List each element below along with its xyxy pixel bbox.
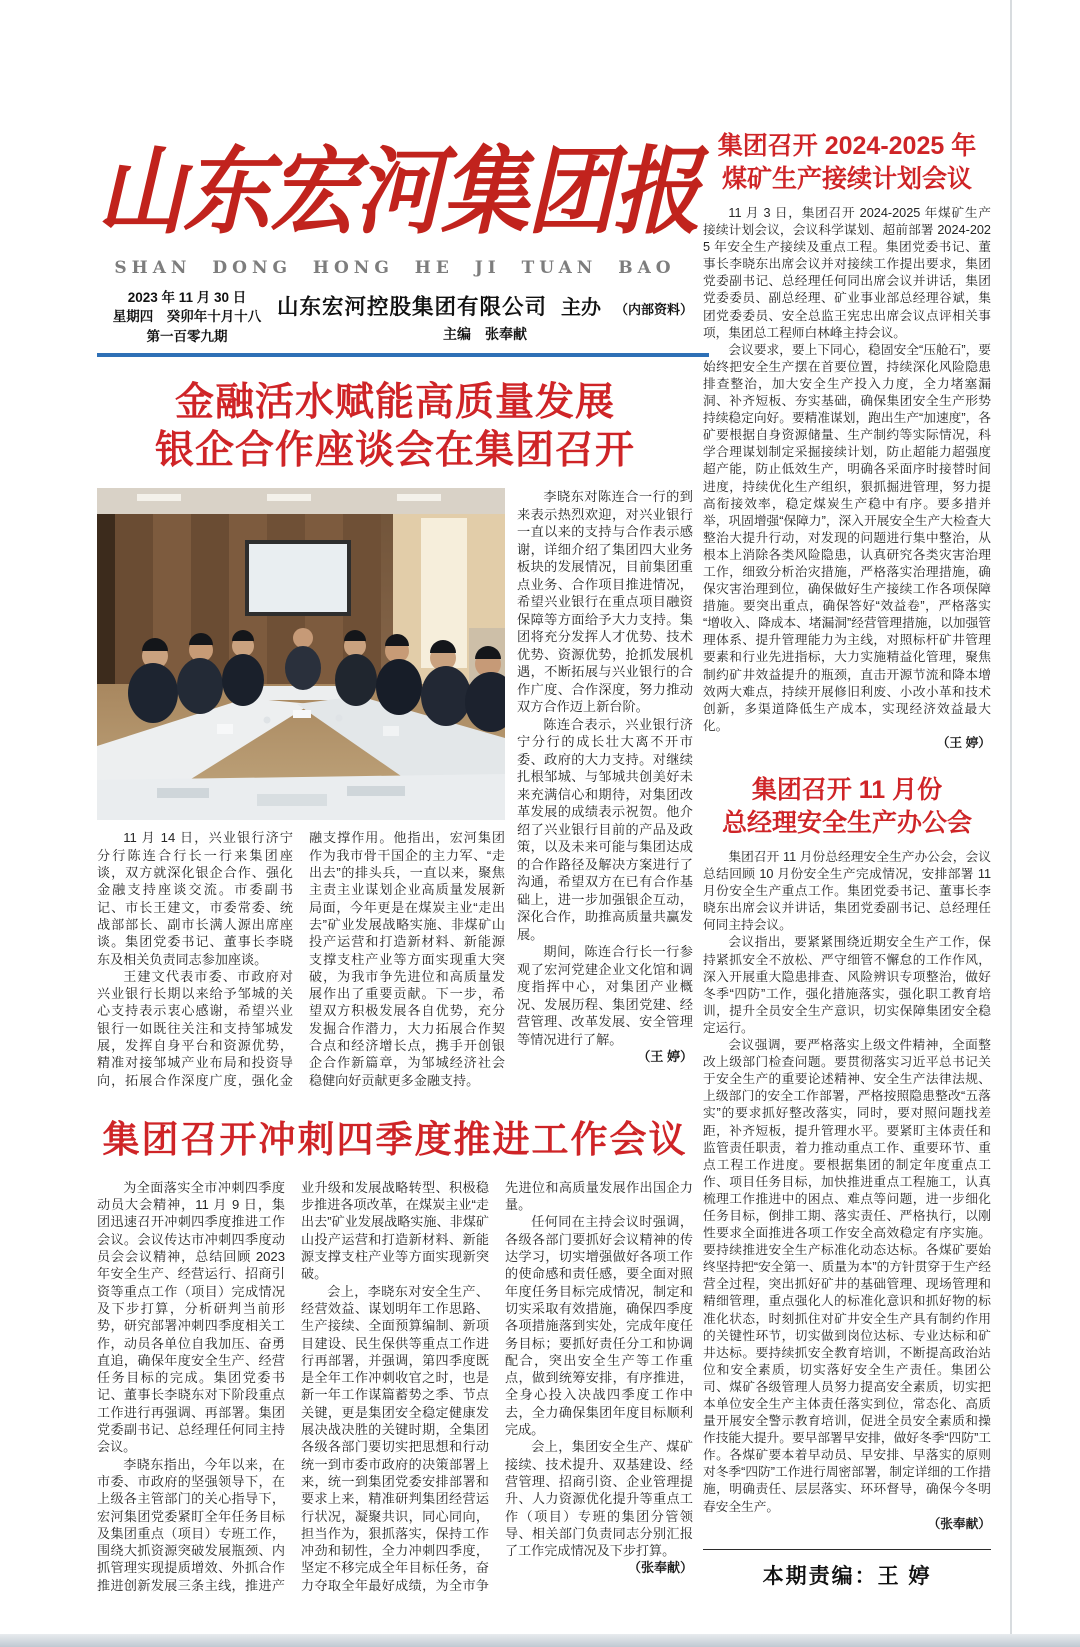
safety-headline-line1: 集团召开 11 月份	[751, 776, 943, 804]
sprint-article-headline: 集团召开冲刺四季度推进工作会议	[102, 1118, 688, 1160]
dateline-date: 2023 年 11 月 30 日	[127, 289, 247, 305]
safety-article-headline	[703, 774, 991, 839]
masthead-pinyin: SHAN DONG HONG HE JI TUAN BAO	[114, 257, 676, 278]
lead-headline-line1: 金融活水赋能高质量发展	[174, 381, 615, 425]
plan-article-byline: （王 婷）	[936, 735, 991, 750]
lead-side-paragraph-3: 期间，陈连合行长一行参观了宏河党建企业文化馆和调度指挥中心，对集团产业概况、发展历程、集团党建、经营管理、改革发展、安全管理等情况进行了解。	[517, 944, 693, 1047]
dateline-weekday-lunar: 星期四 癸卯年十月十八	[112, 309, 262, 325]
safety-article	[703, 774, 991, 1533]
issue-editor-footer: 本期责编：王 婷	[703, 1549, 991, 1590]
plan-headline-line1: 集团召开 2024-2025 年	[717, 132, 977, 160]
safety-headline-line2: 总经理安全生产办公会	[721, 808, 972, 837]
sprint-paragraph-3: 会上，李晓东对安全生产、经营效益、谋划明年工作思路、生产接续、全面预算编制、新项目建设、民生保供等重点工作进行再部署，并强调，第四季度既是全年工作冲刺收官之时，也是新一年工作谋篇蓄势之季、节点关键，更是集团安全稳定健康发展决战决胜的关键时期，全集团各级各部门要切实把思想和行动统一到市委市政府的决策部署上来，统一到集团党委安排部署和要求上来，精准研判集团经营运行状况，凝聚共识，同心同向，担当作为，狠抓落实，保持工作冲劲和韧性，全力冲刺四季度，坚定不移完成全年目标任务，奋力夺取全年最好成绩，为全市争先进位和高质量发展作出国企力量。	[301, 1179, 693, 1593]
masthead-title: 山东宏河集团报	[97, 134, 700, 248]
dateline-issue-number: 第一百零九期	[146, 328, 228, 344]
organizer-role: 主办	[560, 296, 601, 319]
lead-headline-line2: 银企合作座谈会在集团召开	[154, 428, 635, 472]
page-bottom-scan-edge	[0, 1634, 1080, 1647]
dateline-organizer-block	[277, 290, 693, 344]
organizer-name: 山东宏河控股集团有限公司	[276, 294, 547, 319]
meeting-photo-illustration	[97, 488, 505, 820]
plan-paragraph-1: 11 月 3 日，集团召开 2024-2025 年煤矿生产接续计划会议，会议科学谋划、超前部署 2024-2025 年安全生产接续及重点工程。集团党委书记、董事长李晓东出席会议并对接续工作提出要求，集团党委副书记、总经理任何同出席会议并讲话，集团党委委员、副总经理、矿业事业部总经理谷斌，集团党委委员、安全总监王宪忠出席会议点评相关事项，集团总工程师白林峰主持会议。	[703, 206, 991, 340]
sprint-paragraph-2: 李晓东指出，今年以来，在市委、市政府的坚强领导下，在上级各主管部门的关心指导下，宏河集团党委紧盯全年任务目标及集团重点（项目）专班工作，围绕大抓资源突破发展瓶颈、内抓管理实现提质增效、外抓合作推进创新发展三条主线，推进产业升级和发展战略转型、积极稳步推进各项改革，在煤炭主业“走出去”矿业发展战略实施、非煤矿山投产运营和打造新材料、新能源支撑支柱产业等方面实现新突破。	[97, 1179, 489, 1593]
lead-article-main	[97, 488, 505, 1088]
lead-article-columns	[97, 829, 505, 1088]
dateline-issue-block	[97, 288, 277, 347]
lead-paragraph-2: 王建文代表市委、市政府对兴业银行长期以来给予邹城的关心支持表示衷心感谢，希望兴业银行一如既往关注和支持邹城发展，发挥自身平台和资源优势，精准对接邹城产业布局和投资导向，拓展合作深度广度，强化金融支撑作用。他指出，宏河集团作为我市骨干国企的主力军、“走出去”的排头兵，一直以来，聚焦主责主业谋划企业高质量发展新局面，今年更是在煤炭主业“走出去”矿业发展战略实施、非煤矿山投产运营和打造新材料、新能源支撑支柱产业等方面实现重大突破，为我市争先进位和高质量发展作出了重要贡献。下一步，希望双方积极发展各自优势，充分发掘合作潜力，大力拓展合作契合点和经济增长点，携手开创银企合作新篇章，为邹城经济社会稳健向好贡献更多金融支持。	[97, 830, 505, 1088]
plan-headline-line2: 煤矿生产接续计划会议	[721, 164, 972, 193]
safety-article-byline: （张奉献）	[927, 1516, 991, 1531]
dateline	[97, 288, 693, 347]
plan-article-headline	[703, 130, 991, 195]
lead-side-paragraph-1: 李晓东对陈连合一行的到来表示热烈欢迎，对兴业银行一直以来的支持与合作表示感谢，详细介绍了集团四大业务板块的发展情况，目前集团重点业务、合作项目推进情况，希望兴业银行在重点项目融资保障等方面给予大力支持。集团将充分发挥人才优势、技术优势、资源优势，抢抓发展机遇，不断拓展与兴业银行的合作广度、合作深度，努力推动双方合作迈上新台阶。	[517, 489, 693, 715]
lead-article-headline	[97, 379, 693, 474]
right-section	[703, 130, 991, 1590]
internal-material-note: （内部资料）	[614, 301, 693, 317]
sprint-paragraph-5: 会上，集团安全生产、煤矿接续、技术提升、双基建设、经营管理、招商引资、企业管理提升、人力资源优化提升等重点工作（项目）专班的集团分管领导、相关部门负责同志分别汇报了工作完成情况及下步打算。	[505, 1439, 693, 1559]
safety-paragraph-3: 会议强调，要严格落实上级文件精神，全面整改上级部门检查问题。要贯彻落实习近平总书记关于安全生产的重要论述精神、安全生产法律法规、上级部门的安全工作部署，严格按照隐患整改“五落实”的要求抓好整改落实，同时，要对照问题找差距，补齐短板，提升管理水平。要紧盯主体责任和监管责任职责，着力推动重点工作、重要环节、重点工程工作进度。要根据集团的制定年度重点工作、项目任务目标，加快推进重点工程施工，认真梳理工作推进中的困点、难点等问题，进一步细化任务目标，倒排工期、落实责任、严格执行，以刚性要求全面推进各项工作安全高效稳定有序实施。要持续推进安全生产标准化动态达标。各煤矿要始终坚持把“安全第一、质量为本”的方针贯穿于生产经营全过程，突出抓好矿井的基础管理、现场管理和精细管理，重点强化人的标准化意识和抓好物的标准化状态，时刻抓住对矿井安全生产具有制约作用的关键性环节，切实做到岗位达标、专业达标和矿井达标。要持续抓安全教育培训，不断提高政治站位和安全素质，切实落好安全生产责任。集团公司、煤矿各级管理人员努力提高安全素质，切实把本单位安全生产主体责任落实到位，常态化、高质量开展安全警示教育培训，促进全员安全素质和操作技能大提升。要早部署早安排，做好冬季“四防”工作。各煤矿要本着早动员、早安排、早落实的原则对冬季“四防”工作进行周密部署，制定详细的工作措施，明确责任、层层落实、环环督导，确保今冬明春安全生产。	[703, 1038, 991, 1514]
sprint-paragraph-4: 任何同在主持会议时强调，各级各部门要抓好会议精神的传达学习，切实增强做好各项工作的使命感和责任感，要全面对照年度任务目标完成情况，制定和切实采取有效措施，确保四季度各项措施落到实处，完成年度任务目标；要抓好责任分工和协调配合，突出安全生产等工作重点，做到统筹安排，有序推进，全身心投入决战四季度工作中去，全力确保集团年度目标顺利完成。	[505, 1214, 693, 1438]
lead-side-paragraph-2: 陈连合表示，兴业银行济宁分行的成长壮大离不开市委、政府的大力支持。对继续扎根邹城、与邹城共创美好未来充满信心和期待，对集团改革发展的成绩表示祝贺。他介绍了兴业银行目前的产品及政策，以及未来可能与集团达成的合作路径及解决方案进行了沟通，希望双方在已有合作基础上，进一步加强银企互动，深化合作，助推高质量共赢发展。	[517, 716, 693, 942]
left-section	[97, 128, 700, 1594]
lead-article	[97, 488, 693, 1088]
plan-paragraph-2: 会议要求，要上下同心，稳固安全“压舱石”，要始终把安全生产摆在首要位置，持续深化风险隐患排查整治，加大安全生产投入力度，全力堵塞漏洞、补齐短板、夯实基础，确保集团安全生产形势持续稳定向好。要精准谋划，跑出生产“加速度”，各矿要根据自身资源储量、生产制约等实际情况，科学合理谋划制定采掘接续计划，防止超能力超强度超产能，防止低效生产，明确各采面序时接替时间进度，持续优化生产组织，狠抓掘进管理，努力提高衔接效率，稳定煤炭生产稳中有序。要多措并举，巩固增强“保障力”，深入开展安全生产大检查大整治大提升行动，对发现的问题进行集中整治，从根本上消除各类风险隐患，认真研究各类灾害治理工作，细致分析治灾措施，严格落实治理措施，确保灾害治理到位，确保做好生产接续工作各项保障措施。要突出重点，确保答好“效益卷”，严格落实“增收入、降成本、堵漏洞”经营管理措施，以加强管理体系、提升管理能力为主线，对照标杆矿井管理要素和行业先进指标，大力实施精益化管理，聚焦制约矿井效益提升的瓶颈，直击开源节流和降本增效两大难点，持续开展修旧利废、小改小革和技术创新，多渠道降低生产成本，实现经济效益最大化。	[703, 342, 991, 733]
safety-paragraph-2: 会议指出，要紧紧围绕近期安全生产工作，保持紧抓安全不放松、严守细管不懈怠的工作作风，深入开展重大隐患排查、风险辨识专项整治，做好冬季“四防”工作，强化措施落实，强化职工教育培训，提升全员安全生产意识，切实保障集团安全稳定运行。	[703, 935, 991, 1035]
chief-editor-line: 主编 张奉献	[442, 325, 527, 342]
plan-article	[703, 130, 991, 752]
sprint-paragraph-1: 为全面落实全市冲刺四季度动员大会精神，11 月 9 日，集团迅速召开冲刺四季度推进工作会议。会议传达市冲刺四季度动员会会议精神，总结回顾 2023 年安全生产、经营运行、招商引资等重点工作（项目）完成情况及下步打算，分析研判当前形势，研究部署冲刺四季度相关工作，动员各单位自我加压、奋勇直追，确保年度安全生产、经营任务目标的完成。集团党委书记、董事长李晓东对下阶段重点工作进行再强调、再部署。集团党委副书记、总经理任何同主持会议。	[97, 1179, 285, 1455]
sprint-article-columns	[97, 1179, 693, 1594]
masthead-divider-rule	[97, 353, 709, 357]
safety-paragraph-1: 集团召开 11 月份总经理安全生产办公会，会议总结回顾 10 月份安全生产完成情况，安排部署 11 月份安全生产重点工作。集团党委书记、董事长李晓东出席会议并讲话，集团党委副书记、总经理任何同主持会议。	[703, 850, 991, 933]
lead-article-side-column	[517, 488, 693, 1088]
lead-paragraph-1: 11 月 14 日，兴业银行济宁分行陈连合行长一行来集团座谈，双方就深化银企合作、强化金融支持座谈交流。市委副书记、市长王建文，市委常委、统战部部长、副市长满人源出席座谈。集团党委书记、董事长李晓东及相关负责同志参加座谈。	[97, 830, 293, 967]
sprint-article-byline: （张奉献）	[627, 1560, 693, 1576]
meeting-photo	[97, 488, 505, 820]
lead-article-byline: （王 婷）	[637, 1049, 693, 1065]
